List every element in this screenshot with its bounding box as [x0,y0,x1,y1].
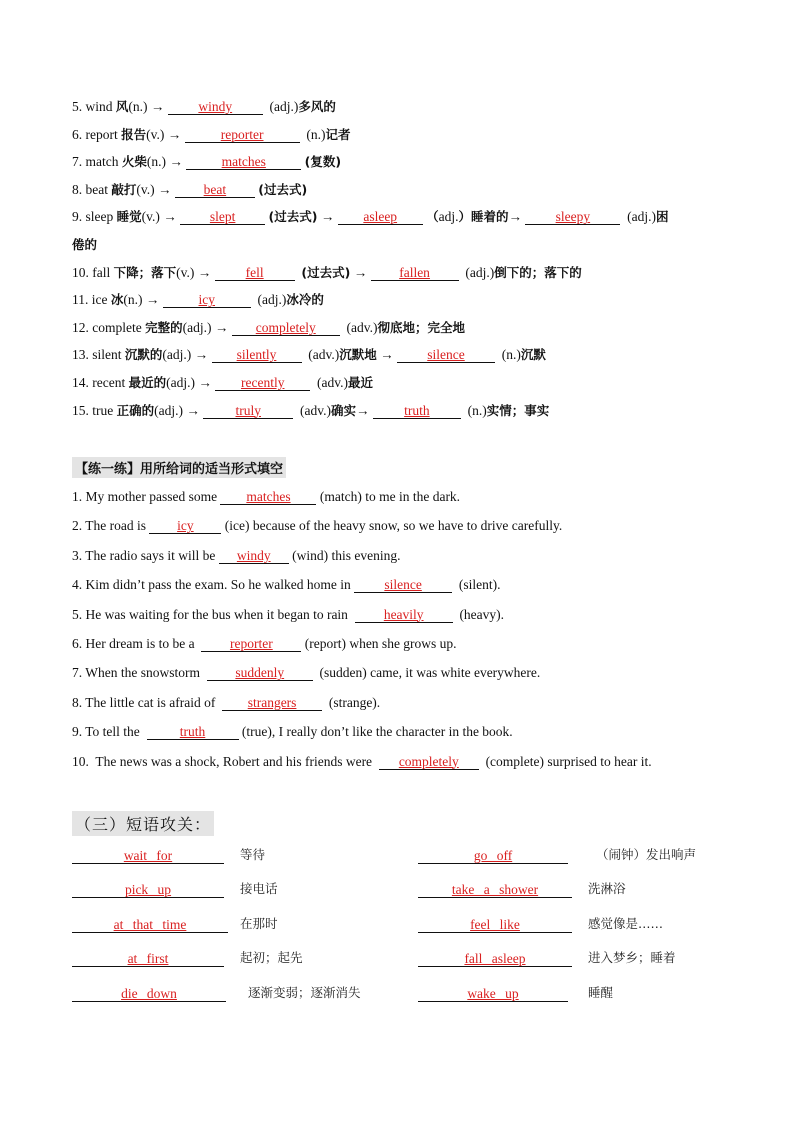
word-form-line [72,121,752,149]
sentence-text: (ice) because of the heavy snow, so we have to drive carefully. [221,518,563,534]
exercise-line [72,511,772,540]
answer-text: strangers [247,694,297,710]
english-text: (n.) → [146,154,187,170]
phrase-answer: wait for [123,848,173,863]
english-text: fall [88,264,114,280]
phrase-answer: at that time [113,916,187,932]
english-text: (adj.) → [154,402,204,418]
chinese-text: 最近 [347,374,373,390]
english-text: true [88,402,117,418]
item-number: 10. [72,264,89,280]
phrase-meaning: 在那时 [240,915,278,931]
phrase-answer: feel like [470,916,520,932]
english-text: adj. [438,209,459,225]
english-text: sleep [82,209,117,225]
phrase-blank [418,986,568,1002]
word-form-line [72,148,752,176]
english-text: match [82,154,122,170]
exercise-line [72,747,772,776]
answer-blank [354,577,452,593]
answer-blank [175,182,255,198]
chinese-text: 冰 [110,292,124,308]
english-text: ice [88,292,111,308]
item-number: 8. [72,694,83,710]
english-text: wind [82,99,116,114]
answer-blank [207,665,313,681]
answer-text: matches [246,489,291,504]
phrase-answer: pick up [124,882,172,898]
phrase-answer: die down [121,985,177,1001]
chinese-text: ）睡着的 [458,209,509,225]
answer-blank [185,127,300,143]
practice-heading: 【练一练】用所给词的适当形式填空 [72,457,286,478]
sentence-text: The road is [82,518,150,534]
item-number: 9. [72,209,83,225]
phrase-blank [418,848,568,864]
sentence-text: The radio says it will be [82,547,219,563]
chinese-text: 沉默地 [339,347,377,363]
english-text: (adj.) → [182,319,232,335]
english-text: (v.) → [136,181,175,197]
english-text: (adv.) [339,319,378,335]
english-text: complete [88,319,146,335]
answer-blank [215,265,295,281]
item-number: 8. [72,181,83,197]
english-text: (adv.) [293,402,331,418]
chinese-text: 实情；事实 [486,402,550,418]
phrase-row [72,941,752,975]
english-text: (adj.) [620,209,656,225]
answer-blank [147,724,239,740]
phrase-meaning: （闹钟）发出响声 [596,847,697,862]
english-text: → [508,209,526,225]
phrase-meaning: 起初；起先 [240,950,303,966]
answer-blank [219,548,289,564]
chinese-text: 困 [655,209,669,225]
chinese-text: 倒下的；落下的 [494,264,582,280]
english-text: (adj.) [250,292,287,308]
word-form-line [72,369,752,397]
chinese-text: 睡觉 [116,209,142,225]
phrase-blank [72,986,226,1002]
chinese-text: 风 [115,99,129,114]
answer-blank [222,695,322,711]
item-number: 15. [72,402,89,418]
word-form-line [72,286,752,314]
answer-text: windy [198,99,233,114]
phrase-answer: at first [127,951,169,967]
item-number: 4. [72,577,83,593]
sentence-text: (heavy). [452,606,505,622]
item-number: 10. [72,753,89,769]
english-text: → [350,264,371,280]
sentence-text: (strange). [322,694,381,710]
answer-blank [338,209,423,225]
answer-blank [397,347,495,363]
sentence-text: (complete) surprised to hear it. [478,753,652,769]
exercise-line [72,629,772,658]
sentence-text: To tell the [82,724,147,740]
answer-text: matches [221,154,266,170]
item-number: 6. [72,635,83,651]
answer-text: fallen [399,264,430,280]
chinese-text: 沉默 [520,347,546,363]
phrase-meaning: 接电话 [240,881,278,897]
english-text: (adj.) [262,99,299,114]
english-text: (n.) → [128,99,168,114]
answer-text: fell [245,264,264,280]
answer-text: silence [384,577,422,593]
english-text: (adv.) [301,347,340,363]
answer-text: silently [236,347,277,363]
answer-text: completely [398,753,459,769]
chinese-text: 彻底地；完全地 [377,319,465,335]
practice-exercise-list [72,482,772,776]
answer-blank [212,347,302,363]
exercise-line [72,541,772,570]
answer-text: heavily [383,606,424,622]
chinese-text: (过去式) [268,209,318,225]
english-text: (v.) → [141,209,181,225]
english-text: (n.) [460,402,487,418]
phrase-row [72,872,752,906]
phrase-meaning: 睡醒 [588,984,614,1000]
exercise-line [72,482,772,511]
word-form-line [72,314,752,342]
sentence-text: The news was a shock, Robert and his friends were [88,753,379,769]
sentence-text: Her dream is to be a [82,635,202,651]
english-text: report [82,126,122,142]
answer-text: sleepy [555,209,591,225]
item-number: 1. [72,489,83,504]
chinese-text: (过去式) [258,181,308,197]
phrase-answer: fall asleep [464,951,526,967]
sentence-text: (match) to me in the dark. [316,489,461,504]
chinese-text: 最近的 [128,374,167,390]
answer-text: truly [235,402,261,418]
word-form-line [72,93,752,121]
sentence-text: (report) when she grows up. [301,635,457,651]
answer-blank [203,403,293,419]
answer-blank [525,209,620,225]
phrase-answer: go off [473,848,513,863]
chinese-text: 报告 [121,126,147,142]
chinese-text: 多风的 [298,99,336,114]
phrases-table [72,838,752,1010]
word-form-line [72,259,752,287]
answer-text: windy [236,547,271,563]
phrase-answer: wake up [467,985,519,1001]
sentence-text: When the snowstorm [82,665,207,681]
phrase-blank [418,917,572,933]
english-text: (n.) [299,126,326,142]
phrase-blank [72,951,224,967]
phrase-blank [418,951,572,967]
sentence-text: (true), I really don’t like the character in the book. [238,724,513,740]
answer-text: completely [255,319,316,335]
phrase-row [72,907,752,941]
answer-text: icy [198,292,216,308]
english-text: (v.) → [146,126,185,142]
answer-blank [186,154,301,170]
phrase-blank [72,848,224,864]
chinese-text: 正确的 [116,402,155,418]
item-number: 5. [72,99,83,114]
word-form-line [72,341,752,369]
chinese-text: 冰冷的 [286,292,324,308]
exercise-line [72,570,772,599]
answer-text: recently [240,374,285,390]
phrase-meaning: 逐渐变弱；逐渐消失 [248,984,361,1000]
exercise-line [72,600,772,629]
answer-blank [149,518,221,534]
english-text: (adj.) → [162,347,212,363]
phrase-blank [72,882,224,898]
english-text: silent [88,347,125,363]
answer-blank [373,403,461,419]
item-number: 7. [72,665,83,681]
answer-blank [163,292,251,308]
english-text: beat [82,181,112,197]
word-form-line [72,397,752,425]
english-text: (n.) → [123,292,163,308]
word-form-line [72,231,752,259]
answer-text: truth [404,402,430,418]
answer-text: icy [177,518,194,534]
phrase-answer: take a shower [451,882,539,898]
sentence-text: (wind) this evening. [288,547,401,563]
answer-blank [379,754,479,770]
chinese-text: 下降；落下 [113,264,177,280]
phrase-row [72,976,752,1010]
english-text: (adj.) → [166,374,216,390]
sentence-text: My mother passed some [82,489,221,504]
chinese-text: 完整的 [145,319,183,335]
english-text: recent [88,374,129,390]
item-number: 6. [72,126,83,142]
answer-blank [180,209,265,225]
chinese-text: 沉默的 [124,347,163,363]
answer-text: suddenly [235,665,285,681]
exercise-line [72,688,772,717]
answer-text: beat [203,181,227,197]
word-form-line [72,203,752,231]
phrase-meaning: 进入梦乡；睡着 [588,950,676,966]
english-text: (adj.) [458,264,495,280]
exercise-line [72,717,772,746]
phrase-meaning: 感觉像是…… [588,915,664,931]
phrases-heading: （三）短语攻关： [72,811,214,836]
phrase-blank [418,882,572,898]
answer-text: reporter [229,635,273,651]
item-number: 3. [72,547,83,563]
item-number: 7. [72,154,83,170]
english-text: (n.) [495,347,521,363]
item-number: 9. [72,724,83,740]
answer-text: truth [179,724,206,740]
sentence-text: (silent). [452,577,501,593]
answer-blank [220,489,316,505]
phrase-blank [72,917,228,933]
chinese-text: 确实 [330,402,356,418]
chinese-text: (复数) [304,154,342,170]
answer-text: slept [209,209,236,225]
item-number: 14. [72,374,89,390]
sentence-text: The little cat is afraid of [82,694,223,710]
chinese-text: 倦的 [72,236,98,252]
answer-blank [371,265,459,281]
phrase-row [72,838,752,872]
item-number: 13. [72,347,89,363]
english-text: → [356,402,373,418]
phrase-meaning: 洗淋浴 [588,881,626,897]
chinese-text: 火柴 [121,154,147,170]
english-text: (v.) → [176,264,215,280]
chinese-text: 敲打 [111,181,137,197]
item-number: 5. [72,606,83,622]
item-number: 2. [72,518,83,534]
sentence-text: He was waiting for the bus when it began to rain [82,606,355,622]
chinese-text: 记者 [325,126,351,142]
sentence-text: Kim didn’t pass the exam. So he walked home in [82,577,355,593]
answer-blank [215,375,310,391]
chinese-text: （ [426,209,439,225]
word-forms-section [72,93,752,424]
answer-text: reporter [220,126,264,142]
phrase-meaning: 等待 [240,847,266,862]
answer-blank [201,636,301,652]
item-number: 12. [72,319,89,335]
english-text: (adv.) [310,374,348,390]
answer-text: silence [427,347,465,363]
answer-blank [355,607,453,623]
sentence-text: (sudden) came, it was white everywhere. [312,665,541,681]
answer-blank [232,320,340,336]
english-text: → [317,209,338,225]
answer-text: asleep [363,209,398,225]
item-number: 11. [72,292,89,308]
word-form-line [72,176,752,204]
english-text: → [376,347,397,363]
exercise-line [72,658,772,687]
answer-blank [168,99,263,115]
chinese-text: (过去式) [301,264,351,280]
